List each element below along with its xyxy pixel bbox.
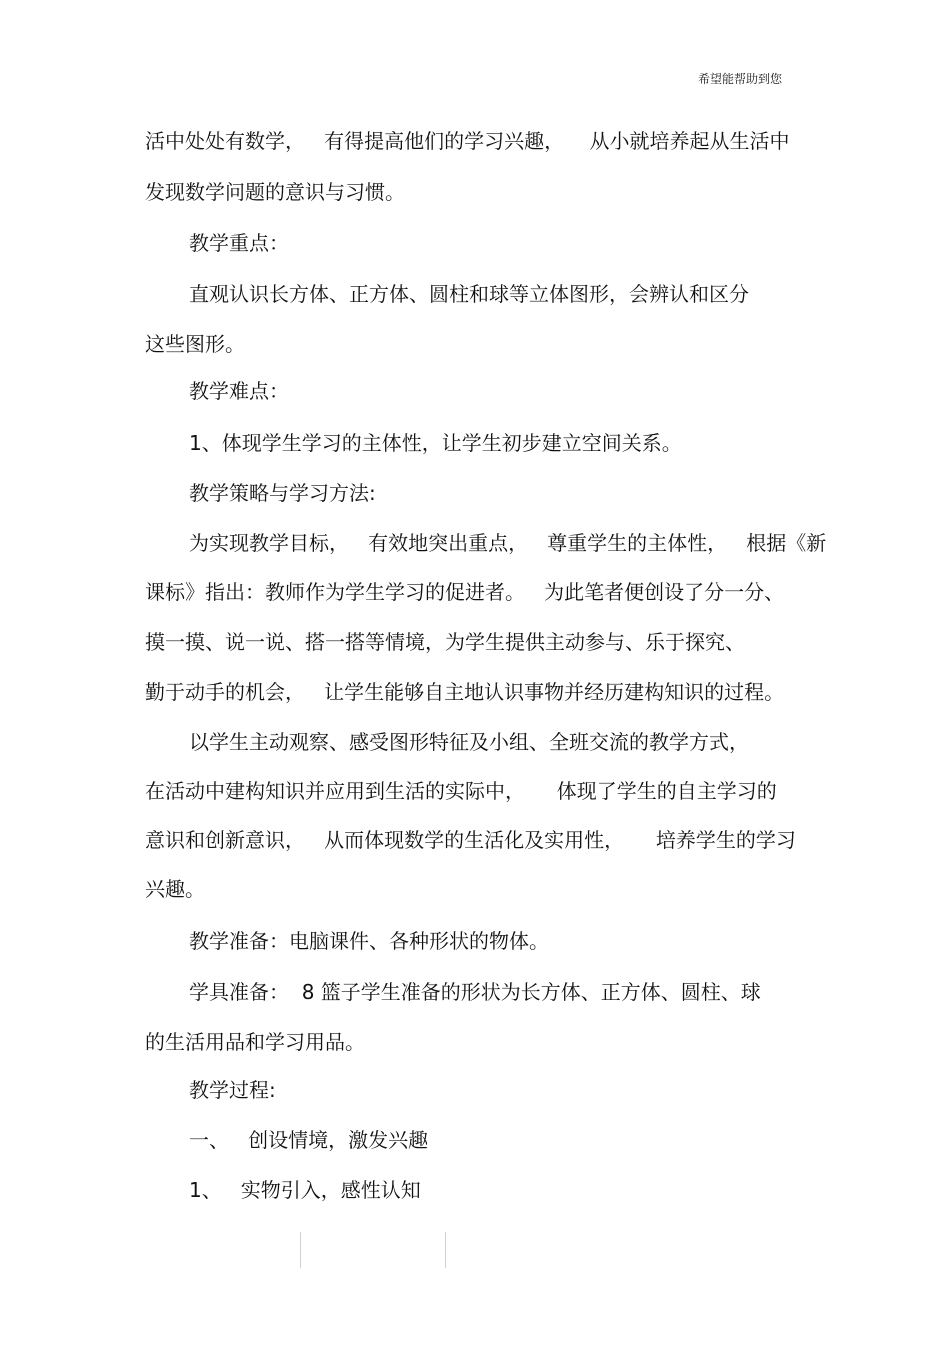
section-heading: 教学重点： — [189, 231, 289, 255]
header-note: 希望能帮助到您 — [697, 72, 782, 86]
section-heading: 教学过程: — [189, 1078, 276, 1102]
paragraph-line: 这些图形。 — [145, 332, 245, 356]
paragraph-line: 的生活用品和学习用品。 — [145, 1030, 365, 1054]
divider-line — [300, 1232, 301, 1268]
paragraph-line: 发现数学问题的意识与习惯。 — [145, 180, 405, 204]
paragraph-line: 勤于动手的机会， 让学生能够自主地认识事物并经历建构知识的过程。 — [145, 680, 785, 704]
paragraph-line: 学具准备： 8 篮子学生准备的形状为长方体、正方体、圆柱、球 — [189, 980, 761, 1004]
paragraph-line: 活中处处有数学， 有得提高他们的学习兴趣， 从小就培养起从生活中 — [145, 129, 790, 153]
paragraph-line: 摸一摸、说一说、搭一搭等情境，为学生提供主动参与、乐于探究、 — [145, 630, 745, 654]
paragraph-line: 教学准备：电脑课件、各种形状的物体。 — [189, 929, 549, 953]
section-heading: 教学难点： — [189, 379, 289, 403]
divider-line — [445, 1232, 446, 1268]
section-heading: 教学策略与学习方法: — [189, 481, 376, 505]
paragraph-line: 在活动中建构知识并应用到生活的实际中， 体现了学生的自主学习的 — [145, 779, 777, 803]
paragraph-line: 以学生主动观察、感受图形特征及小组、全班交流的教学方式， — [189, 730, 749, 754]
paragraph-line: 1、体现学生学习的主体性，让学生初步建立空间关系。 — [189, 431, 682, 455]
paragraph-line: 兴趣。 — [145, 877, 205, 901]
paragraph-line: 为实现教学目标， 有效地突出重点， 尊重学生的主体性， 根据《新 — [189, 531, 827, 555]
paragraph-line: 意识和创新意识， 从而体现数学的生活化及实用性， 培养学生的学习 — [145, 828, 796, 852]
paragraph-line: 直观认识长方体、正方体、圆柱和球等立体图形，会辨认和区分 — [189, 282, 749, 306]
section-heading: 一、 创设情境，激发兴趣 — [189, 1128, 429, 1152]
paragraph-line: 课标》指出：教师作为学生学习的促进者。 为此笔者便创设了分一分、 — [145, 580, 785, 604]
section-heading: 1、 实物引入，感性认知 — [189, 1178, 421, 1202]
